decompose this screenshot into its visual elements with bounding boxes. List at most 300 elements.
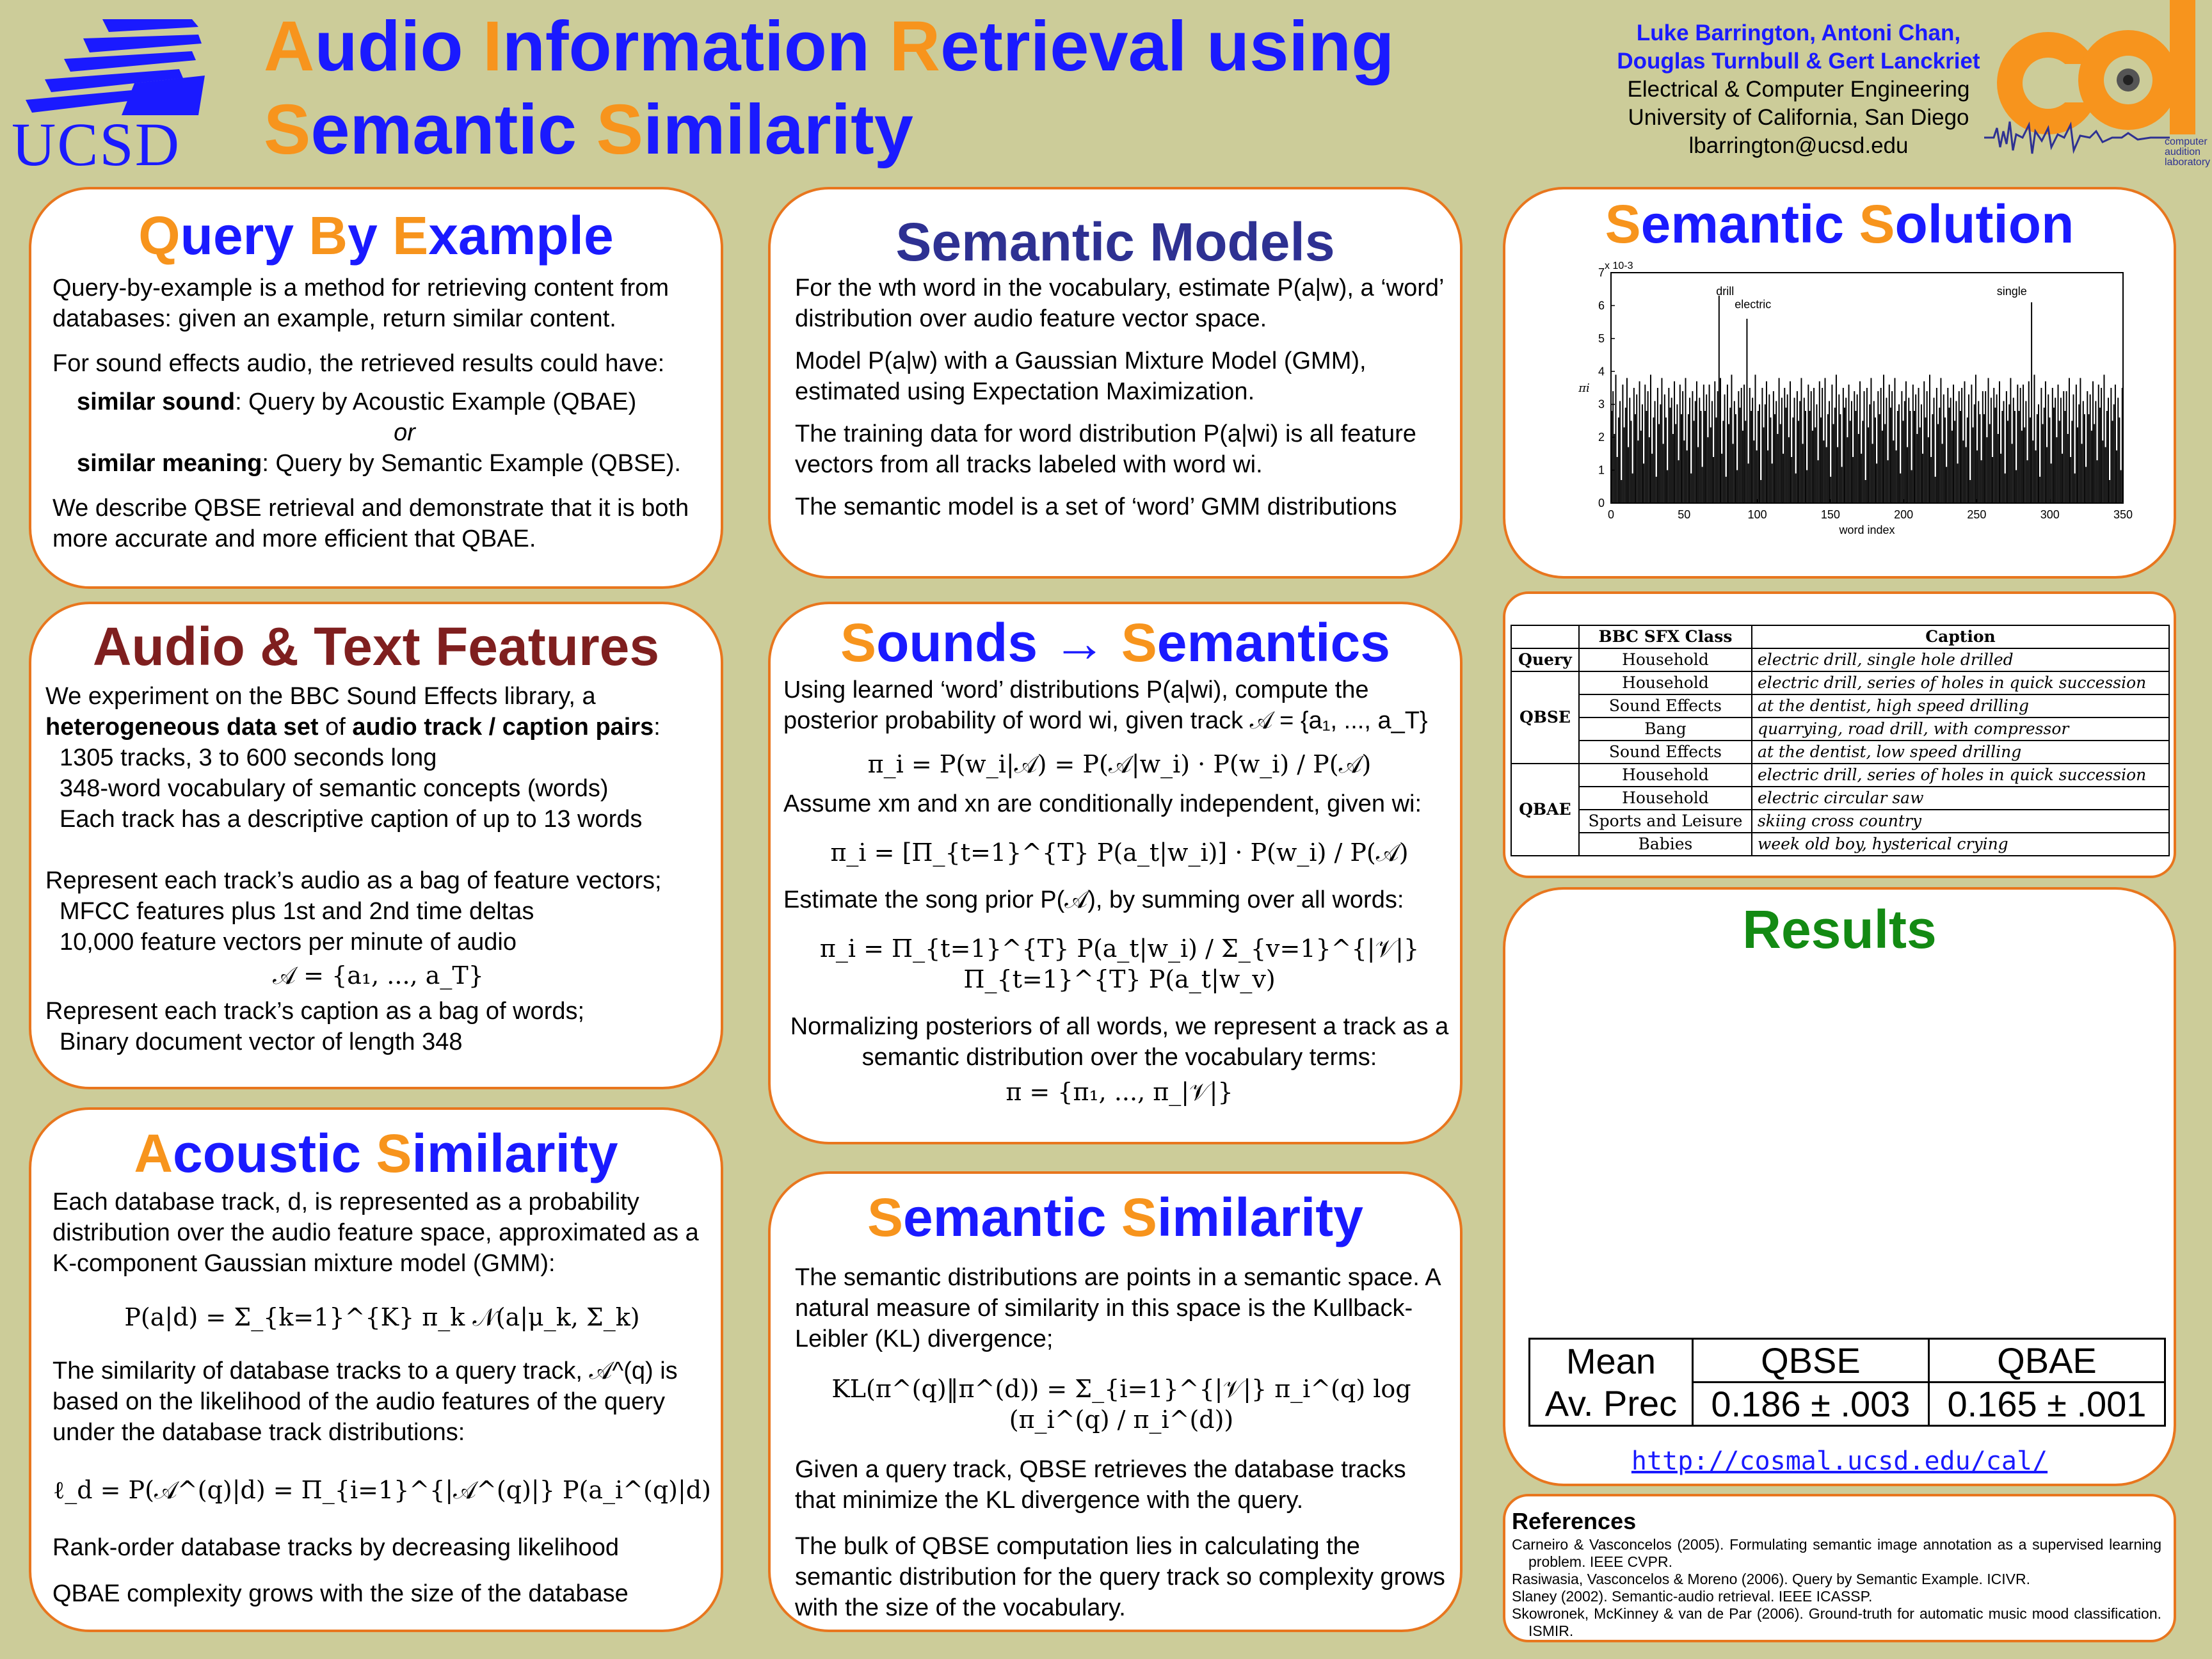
chart-bar (2025, 401, 2026, 503)
semantic-models-title: Semantic Models (895, 212, 1335, 272)
results-qbse-header: QBSE (1692, 1339, 1928, 1382)
chart-bar (1855, 411, 1856, 503)
chart-bar (1679, 385, 1681, 503)
sfx-caption-cell: electric drill, series of holes in quick succession (1752, 764, 2169, 787)
sfx-class-cell: Household (1579, 764, 1752, 787)
chart-bar (1815, 428, 1816, 503)
chart-bar (1701, 411, 1702, 503)
chart-bar (1937, 424, 1939, 503)
chart-bar (1952, 431, 1953, 503)
chart-bar (1955, 401, 1957, 503)
chart-bar (1872, 444, 1873, 503)
references-panel (1503, 1494, 2176, 1642)
chart-bar (1685, 378, 1687, 503)
chart-bar (1714, 381, 1715, 503)
chart-bar (1992, 457, 1993, 503)
chart-bar (2095, 401, 2096, 503)
chart-bar (1794, 397, 1795, 503)
chart-bar (2116, 451, 2117, 503)
chart-y-tick-label: 2 (1598, 431, 1605, 444)
chart-y-tick-label: 4 (1598, 365, 1605, 378)
chart-bar (1710, 428, 1711, 503)
chart-bar (1914, 411, 1915, 503)
chart-bar (1617, 457, 1618, 503)
chart-bar (1925, 417, 1926, 503)
query-by-example-title (31, 205, 721, 266)
reference-item: Slaney (2002). Semantic-audio retrieval. IEEE ICASSP. (1512, 1588, 1873, 1605)
features-line-4: Represent each track’s caption as a bag of words; (45, 998, 585, 1025)
chart-bar (1696, 381, 1697, 503)
chart-bar (1805, 411, 1806, 503)
chart-bar (1633, 388, 1635, 503)
chart-bar (1694, 421, 1695, 503)
features-line-1: We experiment on the BBC Sound Effects library, a (45, 683, 596, 710)
sfx-caption-cell: at the dentist, high speed drilling (1752, 694, 2169, 717)
chart-bar (1864, 391, 1865, 503)
chart-bar (1953, 385, 1954, 503)
chart-bar (1703, 385, 1704, 503)
sfx-row (1511, 648, 2169, 671)
chart-bar (2109, 480, 2110, 503)
chart-bar (1876, 463, 1877, 503)
sounds-semantics-title (771, 613, 1460, 673)
chart-y-tick-label: 1 (1598, 463, 1605, 477)
chart-bar (1697, 447, 1699, 503)
chart-bar (1720, 378, 1721, 503)
chart-bar (1660, 405, 1661, 503)
results-table (1528, 1338, 2166, 1427)
title-text: emantic (903, 1187, 1121, 1247)
chart-bar (1844, 408, 1845, 503)
chart-x-tick-label: 100 (1747, 508, 1767, 521)
chart-bar (1640, 431, 1642, 503)
chart-bar (2117, 397, 2119, 503)
acoustic-eq1: P(a|d) = Σ_{k=1}^{K} π_k 𝒩(a|μ_k, Σ_k) (124, 1303, 640, 1331)
chart-bar (1749, 388, 1751, 503)
ucsd-wordmark: UCSD (12, 110, 181, 179)
models-p4: The semantic model is a set of ‘word’ GMM distributions (795, 493, 1397, 520)
chart-bar (1748, 463, 1749, 503)
chart-bar (1966, 447, 1967, 503)
chart-bar (1819, 381, 1820, 503)
chart-bar (1921, 405, 1922, 503)
sfx-table-panel (1503, 591, 2176, 878)
title-text: imilarity (643, 90, 913, 169)
sfx-caption-cell: week old boy, hysterical crying (1752, 833, 2169, 856)
chart-bar (2115, 385, 2116, 503)
chart-bar (1971, 385, 1972, 503)
sfx-caption-cell: electric drill, series of holes in quick succession (1752, 671, 2169, 694)
results-panel (1503, 887, 2176, 1486)
sfx-group-label: QBAE (1511, 764, 1579, 856)
title-line-2 (264, 88, 1480, 172)
chart-bar (1908, 397, 1909, 503)
semsim-p3: The bulk of QBSE computation lies in calculating the semantic distribution for the query track so complexity grows with the size of the vocabulary. (795, 1533, 1445, 1621)
semantics-title-initial: S (1121, 613, 1157, 673)
chart-bar (1682, 391, 1683, 503)
title-initial: S (376, 1123, 412, 1183)
chart-y-tick-label: 7 (1598, 266, 1605, 279)
sfx-header-cell: BBC SFX Class (1579, 625, 1752, 648)
sfx-row (1511, 787, 2169, 810)
acoustic-similarity-title (31, 1123, 721, 1183)
title-initial: S (1121, 1187, 1157, 1247)
chart-bar (2000, 454, 2001, 503)
chart-bar (2090, 394, 2091, 503)
results-avprec-label: Av. Prec (1530, 1382, 1693, 1426)
chart-bar (2049, 417, 2050, 503)
chart-bar (1968, 394, 1969, 503)
features-colon: : (653, 714, 661, 741)
chart-bar (1784, 388, 1785, 503)
chart-bar (1667, 470, 1668, 503)
sounds-p3: Estimate the song prior P(𝒜), by summing over all words: (783, 886, 1404, 913)
chart-bar (1943, 394, 1944, 503)
title-initial: R (889, 7, 941, 86)
audio-text-features-panel (29, 602, 723, 1089)
chart-bar (1827, 414, 1829, 503)
models-p2: Model P(a|w) with a Gaussian Mixture Model (GMM), estimated using Expectation Maximization. (795, 348, 1366, 405)
title-text: uery (180, 205, 309, 266)
chart-bar (2108, 397, 2109, 503)
chart-bar (2021, 431, 2023, 503)
sfx-caption-cell: quarrying, road drill, with compressor (1752, 717, 2169, 741)
chart-bar (1798, 421, 1799, 503)
chart-bar (2112, 421, 2113, 503)
chart-bar (2037, 414, 2038, 503)
chart-bar (1687, 451, 1688, 503)
chart-bar (1973, 428, 1974, 503)
chart-bar (2076, 385, 2077, 503)
chart-bar (1658, 424, 1660, 503)
chart-bar (1996, 394, 1998, 503)
chart-bar (1647, 391, 1649, 503)
chart-bar (2010, 378, 2011, 503)
chart-bar (1735, 414, 1736, 503)
chart-bar (2044, 408, 2045, 503)
title-line-1 (264, 5, 1480, 88)
semantic-solution-panel (1503, 187, 2176, 579)
sfx-class-cell: Sports and Leisure (1579, 810, 1752, 833)
semantic-models-panel (768, 187, 1463, 579)
chart-bar (2031, 302, 2032, 503)
chart-bar (1621, 480, 1622, 503)
chart-bar (1870, 378, 1871, 503)
features-bullet-1: 1305 tracks, 3 to 600 seconds long (60, 744, 437, 771)
results-table-header-row (1530, 1339, 2165, 1382)
chart-bar (1670, 408, 1671, 503)
chart-bar (1907, 447, 1908, 503)
chart-x-tick-label: 200 (1894, 508, 1914, 521)
acoustic-similarity-panel (29, 1107, 723, 1632)
chart-bar (1912, 385, 1914, 503)
chart-bar (2040, 388, 2042, 503)
chart-bar (1845, 397, 1847, 503)
results-mean-label: Mean (1530, 1339, 1693, 1382)
chart-bar (1724, 394, 1726, 503)
sfx-class-cell: Household (1579, 671, 1752, 694)
chart-bar (1628, 447, 1629, 503)
chart-bar (1653, 417, 1654, 503)
chart-bar (1688, 414, 1689, 503)
sounds-p1: Using learned ‘word’ distributions P(a|wi), compute the posterior probability of word wi, given track 𝒜 = {a₁, ..., a_T} (783, 677, 1428, 734)
chart-bar (1702, 467, 1703, 503)
chart-bar (1852, 457, 1854, 503)
chart-bar (1636, 394, 1637, 503)
chart-bar (2085, 467, 2087, 503)
chart-bar (1994, 408, 1996, 503)
chart-bar (1783, 454, 1784, 503)
chart-bar (1722, 421, 1724, 503)
chart-annotation: drill (1716, 285, 1735, 298)
chart-bar (2078, 405, 2080, 503)
chart-bar (1704, 411, 1706, 503)
reference-item: Skowronek, McKinney & van de Par (2006). Ground-truth for automatic music mood classification. ISMIR. (1512, 1605, 2161, 1639)
sounds-semantics-body (783, 675, 1455, 1107)
sfx-row (1511, 764, 2169, 787)
chart-y-tick-label: 5 (1598, 332, 1605, 345)
chart-bar (1900, 474, 1901, 503)
chart-bar (1806, 470, 1807, 503)
chart-bar (1772, 463, 1773, 503)
title-text: xample (428, 205, 614, 266)
chart-bar (2087, 391, 2088, 503)
sounds-title-rest: ounds → (876, 613, 1121, 673)
chart-bar (1915, 394, 1916, 503)
features-bullet-4: MFCC features plus 1st and 2nd time deltas (60, 898, 534, 925)
title-text: nformation (502, 7, 890, 86)
ucsd-triton-icon (6, 13, 211, 122)
chart-bar (1614, 434, 1615, 503)
chart-bar (2102, 440, 2103, 503)
qbe-sound-effects: For sound effects audio, the retrieved results could have: (52, 350, 665, 377)
title-text: y (348, 205, 393, 266)
chart-bar (1887, 460, 1889, 503)
chart-bar (1695, 401, 1696, 503)
chart-bar (1619, 401, 1621, 503)
models-p3: The training data for word distribution P(a|wi) is all feature vectors from all tracks labeled with word wi. (795, 421, 1416, 478)
chart-bar (1777, 434, 1778, 503)
chart-bar (1743, 385, 1745, 503)
chart-bar (1837, 447, 1838, 503)
chart-bar (1780, 424, 1781, 503)
chart-bar (1781, 397, 1783, 503)
chart-bar (1976, 451, 1978, 503)
chart-bar (1773, 391, 1774, 503)
chart-bar (2119, 417, 2120, 503)
chart-bar (2024, 428, 2025, 503)
chart-bar (2080, 378, 2081, 503)
chart-bar (1984, 414, 1985, 503)
chart-bar (2073, 394, 2074, 503)
chart-bar (1751, 411, 1752, 503)
chart-bar (1869, 405, 1870, 503)
qbe-intro: Query-by-example is a method for retrieving content from databases: given an example, return similar content. (52, 275, 669, 332)
chart-bar (2106, 411, 2108, 503)
semsim-eq: KL(π^(q)‖π^(d)) = Σ_{i=1}^{|𝒱|} π_i^(q) log (π_i^(q) / π_i^(d)) (831, 1375, 1411, 1434)
semsim-p1: The semantic distributions are points in a semantic space. A natural measure of similarity in this space is the Kullback-Leibler (KL) divergence; (795, 1264, 1440, 1352)
chart-bar (1959, 391, 1960, 503)
chart-bar (1818, 460, 1819, 503)
chart-bar (1940, 378, 1941, 503)
chart-bar (1891, 391, 1893, 503)
authors-line-2: Douglas Turnbull & Gert Lanckriet (1617, 49, 1980, 74)
chart-bar (1811, 391, 1812, 503)
chart-bar (1643, 463, 1644, 503)
chart-bar (1820, 417, 1822, 503)
chart-bar (2088, 414, 2090, 503)
chart-bar (1624, 428, 1625, 503)
chart-bar (1903, 421, 1904, 503)
acoustic-p2: The similarity of database tracks to a query track, 𝒜^(q) is based on the likelihood of the audio features of the query under the database track distributions: (52, 1358, 678, 1446)
chart-bar (1981, 460, 1982, 503)
chart-bar (1884, 424, 1886, 503)
chart-bar (1740, 408, 1741, 503)
chart-bar (2033, 374, 2035, 503)
chart-bar (1711, 401, 1713, 503)
chart-bar (1986, 437, 1987, 503)
chart-bar (1671, 397, 1672, 503)
features-heterogeneous: heterogeneous data set (45, 714, 319, 741)
chart-bar (1729, 408, 1731, 503)
sfx-class-cell: Household (1579, 787, 1752, 810)
title-text: coustic (173, 1123, 376, 1183)
chart-bar (1809, 411, 1811, 503)
chart-bar (2012, 444, 2013, 503)
qbe-item-qbse-bold: similar meaning (77, 450, 262, 477)
chart-bar (1999, 381, 2000, 503)
chart-bar (2097, 460, 2098, 503)
chart-bar (2099, 408, 2101, 503)
chart-bar (1895, 378, 1896, 503)
chart-bar (1879, 414, 1880, 503)
qbe-conclusion: We describe QBSE retrieval and demonstrate that it is both more accurate and more efficient that QBAE. (52, 495, 689, 552)
chart-bar (1802, 444, 1804, 503)
results-qbae-value: 0.165 ± .001 (1928, 1382, 2165, 1426)
chart-x-tick-label: 250 (1967, 508, 1987, 521)
sfx-results-table (1511, 625, 2170, 856)
chart-bar (1949, 408, 1950, 503)
chart-bar (2039, 477, 2040, 503)
chart-bar (1651, 454, 1653, 503)
chart-bar (1719, 296, 1720, 503)
chart-bar (1807, 385, 1809, 503)
chart-bar (2051, 463, 2052, 503)
department: Electrical & Computer Engineering (1627, 77, 1970, 102)
chart-bar (1622, 385, 1623, 503)
chart-bar (1989, 424, 1991, 503)
chart-bar (2092, 381, 2094, 503)
chart-bar (2058, 385, 2059, 503)
chart-bar (2007, 421, 2008, 503)
chart-bar (1862, 421, 1863, 503)
sfx-class-cell: Sound Effects (1579, 741, 1752, 764)
chart-bar (2060, 397, 2062, 503)
chart-bar (1665, 417, 1667, 503)
results-table-value-row (1530, 1382, 2165, 1426)
sounds-eq3: π_i = Π_{t=1}^{T} P(a_t|w_i) / Σ_{v=1}^{|𝒱|} Π_{t=1}^{T} P(a_t|w_v) (819, 934, 1420, 993)
chart-bar (1858, 434, 1859, 503)
chart-bar (2098, 385, 2099, 503)
chart-bar (1742, 431, 1743, 503)
chart-bar (2084, 414, 2085, 503)
chart-bar (1713, 457, 1714, 503)
results-url-link[interactable]: http://cosmal.ucsd.edu/cal/ (1631, 1447, 2048, 1476)
chart-bar (2030, 417, 2031, 503)
chart-bar (1974, 405, 1975, 503)
chart-bar (2008, 405, 2010, 503)
chart-bar (2091, 431, 2092, 503)
chart-bar (2017, 385, 2018, 503)
sounds-eq2: π_i = [Π_{t=1}^{T} P(a_t|w_i)] · P(w_i) / P(𝒜) (830, 838, 1409, 867)
chart-bar (1690, 474, 1692, 503)
chart-bar (2014, 411, 2016, 503)
chart-bar (1738, 391, 1739, 503)
chart-y-exponent: x 10-3 (1605, 260, 1633, 271)
chart-bar (1985, 391, 1986, 503)
chart-bar (1779, 378, 1780, 503)
sounds-eq1: π_i = P(w_i|𝒜) = P(𝒜|w_i) · P(w_i) / P(𝒜) (867, 750, 1372, 778)
features-line-3: Represent each track’s audio as a bag of feature vectors; (45, 867, 662, 894)
chart-x-tick-label: 50 (1678, 508, 1691, 521)
qbe-item-qbse (52, 448, 712, 479)
chart-bar (1644, 385, 1646, 503)
sfx-class-cell: Sound Effects (1579, 694, 1752, 717)
chart-bar (1954, 421, 1955, 503)
chart-bar (1785, 408, 1786, 503)
chart-bar (1993, 388, 1994, 503)
chart-bar (2081, 444, 2083, 503)
chart-bar (1635, 414, 1636, 503)
chart-bar (1813, 388, 1815, 503)
title-initial: S (264, 90, 311, 169)
chart-bar (1929, 374, 1930, 503)
chart-bar (1663, 444, 1664, 503)
acoustic-eq2: ℓ_d = P(𝒜^(q)|d) = Π_{i=1}^{|𝒜^(q)|} P(a_i^(q)|d) (53, 1476, 711, 1504)
chart-bar (1656, 477, 1657, 503)
chart-bar (1897, 411, 1898, 503)
chart-bar (1950, 397, 1952, 503)
chart-bar (1918, 388, 1919, 503)
chart-bar (1765, 405, 1766, 503)
chart-bar (1812, 431, 1813, 503)
chart-bar (1851, 401, 1852, 503)
chart-bar (1664, 394, 1665, 503)
chart-bar (1919, 428, 1921, 503)
results-qbse-value: 0.186 ± .003 (1692, 1382, 1928, 1426)
chart-bar (1967, 417, 1968, 503)
acoustic-p3: Rank-order database tracks by decreasing likelihood (52, 1534, 620, 1561)
chart-bar (1991, 397, 1992, 503)
chart-bar (1833, 424, 1834, 503)
sounds-p4: Normalizing posteriors of all words, we represent a track as a semantic distribution over the vocabulary terms: (790, 1013, 1449, 1071)
chart-x-tick-label: 0 (1607, 508, 1615, 521)
title-initial: S (1859, 194, 1895, 254)
chart-bar (1758, 411, 1759, 503)
chart-bar (1825, 378, 1826, 503)
chart-bar (2059, 421, 2060, 503)
chart-x-tick-label: 350 (2113, 508, 2133, 521)
chart-bar (2001, 411, 2003, 503)
reference-item: Rasiwasia, Vasconcelos & Moreno (2006). Query by Semantic Example. ICIVR. (1512, 1571, 2031, 1587)
chart-bar (1629, 397, 1630, 503)
chart-bar (2052, 388, 2053, 503)
chart-bar (1672, 434, 1674, 503)
authors-line-1: Luke Barrington, Antoni Chan, (1636, 20, 1961, 45)
chart-bar (2013, 397, 2014, 503)
chart-bar (1944, 417, 1946, 503)
chart-bar (1935, 477, 1936, 503)
